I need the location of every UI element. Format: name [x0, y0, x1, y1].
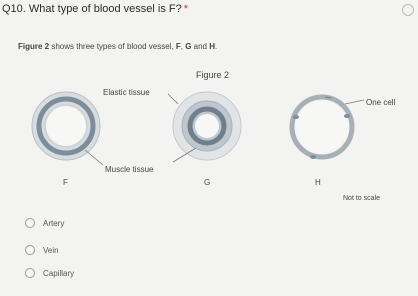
question-text: Q10. What type of blood vessel is F?: [2, 3, 182, 15]
vessel-g-label: G: [204, 178, 211, 187]
status-circle-icon: [402, 4, 414, 16]
question-description: Figure 2 shows three types of blood vessel, F, G and H.: [18, 42, 218, 51]
option-vein[interactable]: [25, 245, 59, 255]
figure-title: Figure 2: [196, 70, 230, 80]
vessel-f-label: F: [63, 178, 68, 187]
scale-note: Not to scale: [343, 195, 380, 202]
figure-2: [0, 60, 418, 210]
option-capillary[interactable]: [25, 268, 74, 278]
radio-button[interactable]: [25, 268, 35, 278]
label-muscle-tissue: Muscle tissue: [105, 165, 154, 174]
option-label: Capillary: [43, 268, 75, 278]
vessel-g-drawing: [173, 92, 241, 160]
option-artery[interactable]: [25, 218, 64, 228]
radio-button[interactable]: [25, 218, 35, 228]
option-label: Vein: [43, 245, 59, 255]
radio-button[interactable]: [25, 245, 35, 255]
question-title: [2, 3, 188, 15]
label-one-cell: One cell: [366, 98, 396, 107]
label-elastic-tissue: Elastic tissue: [103, 88, 150, 97]
vessel-h-drawing: [292, 97, 352, 159]
vessel-diagram: [0, 60, 418, 210]
figure-ref: Figure 2: [18, 42, 50, 51]
vessel-h-label: H: [315, 178, 321, 187]
option-label: Artery: [43, 218, 65, 228]
vessel-f-drawing: [32, 92, 100, 160]
required-mark: *: [183, 3, 189, 15]
